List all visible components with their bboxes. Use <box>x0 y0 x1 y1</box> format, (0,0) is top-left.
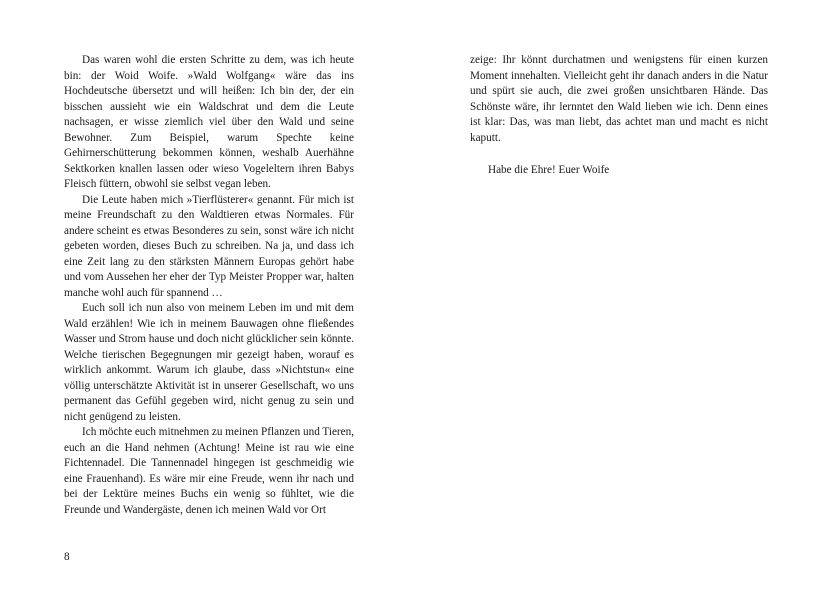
paragraph-continuation: zeige: Ihr könnt durchatmen und wenigstens für einen kurzen Moment innehalten. Vielleicht geht ihr danach anders in die Natur und spürt sie auch, die zwei großen unsichtbaren Hände. Das Schönste wäre, ihr lernntet den Wald lieben wie ich. Denn eines ist klar: Das, was man liebt, das achtet man und macht es nicht kaputt. <box>470 54 768 144</box>
right-page-text <box>470 53 768 179</box>
signature-line: Habe die Ehre! Euer Woife <box>488 164 610 176</box>
paragraph: Euch soll ich nun also von meinem Leben im und mit dem Wald erzählen! Wie ich in meinem Bauwagen ohne fließendes Wasser und Strom hause und doch nicht glücklicher sein könnte. Welche tierischen Begegnungen mir gezeigt haben, worauf es wirklich ankommt. Warum ich glaube, dass »Nichtstun« eine völlig unterschätzte Aktivität ist in unserer Gesellschaft, wo uns permanent das Gefühl gegeben wird, nicht genug zu sein und nicht genügend zu leisten. <box>64 302 354 423</box>
paragraph: Ich möchte euch mitnehmen zu meinen Pflanzen und Tieren, euch an die Hand nehmen (Achtung! Meine ist rau wie eine Fichtennadel. Die Tannennadel hingegen ist geschmeidig wie eine Frauenhand). Es wäre mir eine Freude, wenn ihr nach und bei der Lektüre meines Buchs ein wenig so fühltet, wie die Freunde und Wandergäste, denen ich meinen Wald vor Ort <box>64 426 354 516</box>
paragraph: Das waren wohl die ersten Schritte zu dem, was ich heute bin: der Woid Woife. »Wald Wolfgang« wäre das ins Hochdeutsche übersetzt und will heißen: Ich bin der, der ein bisschen aussieht wie ein Waldschrat und dem die Leute nachsagen, er wisse ziemlich viel über den Wald und seine Bewohner. Zum Beispiel, warum Spechte keine Gehirnerschütterung bekommen können, weshalb Auerhähne Sektkorken knallen lassen oder wieso Vogeleltern ihren Babys Fleisch füttern, obwohl sie selbst vegan leben. <box>64 54 354 190</box>
page-number: 8 <box>64 551 70 563</box>
paragraph: Die Leute haben mich »Tierflüsterer« genannt. Für mich ist meine Freundschaft zu den Waldtieren etwas Normales. Für andere scheint es etwas Besonderes zu sein, sonst wäre ich nicht gebeten worden, dieses Buch zu schreiben. Na ja, und dass ich eine Zeit lang zu den stärksten Männern Europas gehört habe und vom Aussehen her eher der Typ Meister Propper war, halten manche wohl auch für spannend … <box>64 193 354 299</box>
right-page <box>411 0 822 595</box>
left-page-text <box>64 53 354 518</box>
